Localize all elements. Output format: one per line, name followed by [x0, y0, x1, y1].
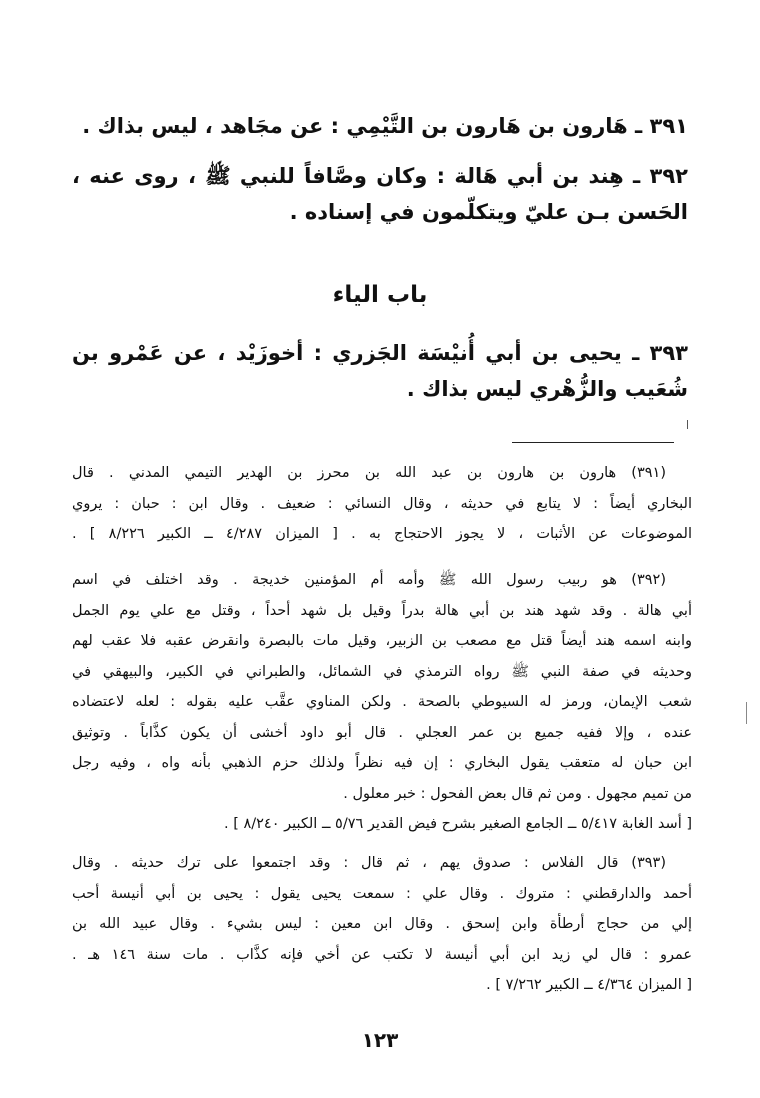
footnote-line: البخاري أيضاً : لا يتابع في حديثه ، وقال النسائي : ضعيف . وقال ابن : حبان : يروي	[72, 495, 692, 512]
entry-393-line-2: شُعَيب والزُّهْري ليس بذاك .	[406, 377, 688, 401]
footnote-393	[72, 848, 692, 1001]
entry-393-line-1: ٣٩٣ ـ يحيى بن أبي أُنيْسَة الجَزري : أخوزَيْد ، عن عَمْرو بن	[72, 341, 688, 365]
footnote-line: ابن حبان له متعقب يقول البخاري : إن فيه نظراً ولذلك حزم الذهبي بأنه واه ، وفيه رجل	[72, 755, 692, 771]
footnote-line: (٣٩١) هارون بن هارون بن عبد الله بن محرز بن الهدير التيمي المدني . قال	[72, 465, 666, 481]
footnote-line: [ أسد الغابة ٥/٤١٧ ــ الجامع الصغير بشرح فيض القدير ٥/٧٦ ــ الكبير ٨/٢٤٠ ] .	[223, 816, 692, 832]
footnote-line: وحديثه في صفة النبي ﷺ رواه الترمذي في الشمائل، والطبراني في الكبير، والبيهقي في	[72, 663, 692, 680]
footnote-line: أبي هالة . وقد شهد هند بن أبي هالة بدراً وقيل بل شهد أحداً ، وقتل مع علي يوم الجمل	[72, 602, 692, 619]
footnote-line: وابنه اسمه هند أيضاً قتل مع مصعب بن الزبير، وقيل مات بالبصرة وانقرض عقبه فلا عقب لهم	[72, 633, 692, 649]
page-number: ١٢٣	[361, 1028, 399, 1052]
footnote-391	[72, 458, 692, 550]
footnote-line: [ الميزان ٤/٣٦٤ ــ الكبير ٧/٢٦٢ ] .	[486, 977, 692, 993]
entry-392-line-2: الحَسن بـن عليّ ويتكلّمون في إسناده .	[289, 200, 688, 224]
entry-392	[72, 158, 688, 230]
entry-391: ٣٩١ ـ هَارون بن هَارون بن التَّيْمِي : عن مجَاهد ، ليس بذاك .	[82, 114, 688, 138]
entry-393	[72, 335, 688, 407]
scan-speck	[687, 420, 688, 429]
footnote-line: شعب الإيمان، ورمز له السيوطي بالصحة . ولكن المناوي عقَّب عليه بقوله : لعله لاعتضاده	[72, 694, 692, 710]
footnote-line: أحمد والدارقطني : متروك . وقال علي : سمعت يحيى يقول : يحيى بن أبي أنيسة أحب	[72, 885, 692, 902]
scan-speck	[746, 702, 747, 724]
footnote-line: الموضوعات عن الأثبات ، لا يجوز الاحتجاج به . [ الميزان ٤/٢٨٧ ــ الكبير ٨/٢٢٦ ] .	[72, 526, 692, 542]
footnote-392	[72, 565, 692, 840]
footnote-line: (٣٩٢) هو ربيب رسول الله ﷺ وأمه أم المؤمنين خديجة . وقد اختلف في اسم	[72, 572, 666, 588]
footnote-separator	[512, 442, 674, 443]
footnote-line: من تميم مجهول . ومن ثم قال بعض الفحول : خبر معلول .	[343, 785, 692, 802]
footnote-line: (٣٩٣) قال الفلاس : صدوق يهم ، ثم قال : وقد اجتمعوا على ترك حديثه . وقال	[72, 855, 666, 871]
footnote-line: عمرو : قال لي زيد ابن أبي أنيسة لا تكتب عن أخي فإنه كذَّاب . مات سنة ١٤٦ هـ .	[72, 946, 692, 963]
entry-392-line-1: ٣٩٢ ـ هِند بن أبي هَالة : وكان وصَّافاً للنبي ﷺ ، روى عنه ،	[72, 164, 688, 188]
footnote-line: عنده ، وإلا ففيه جميع بن عمر العجلي . قال أبو داود أخشى أن يكون كذَّاباً . وتوثيق	[72, 724, 692, 741]
footnote-line: إلي من حجاج أرطأة وابن إسحق . وقال ابن معين : ليس بشيء . وقال عبيد الله بن	[72, 916, 692, 932]
section-heading: باب الياء	[332, 282, 428, 308]
